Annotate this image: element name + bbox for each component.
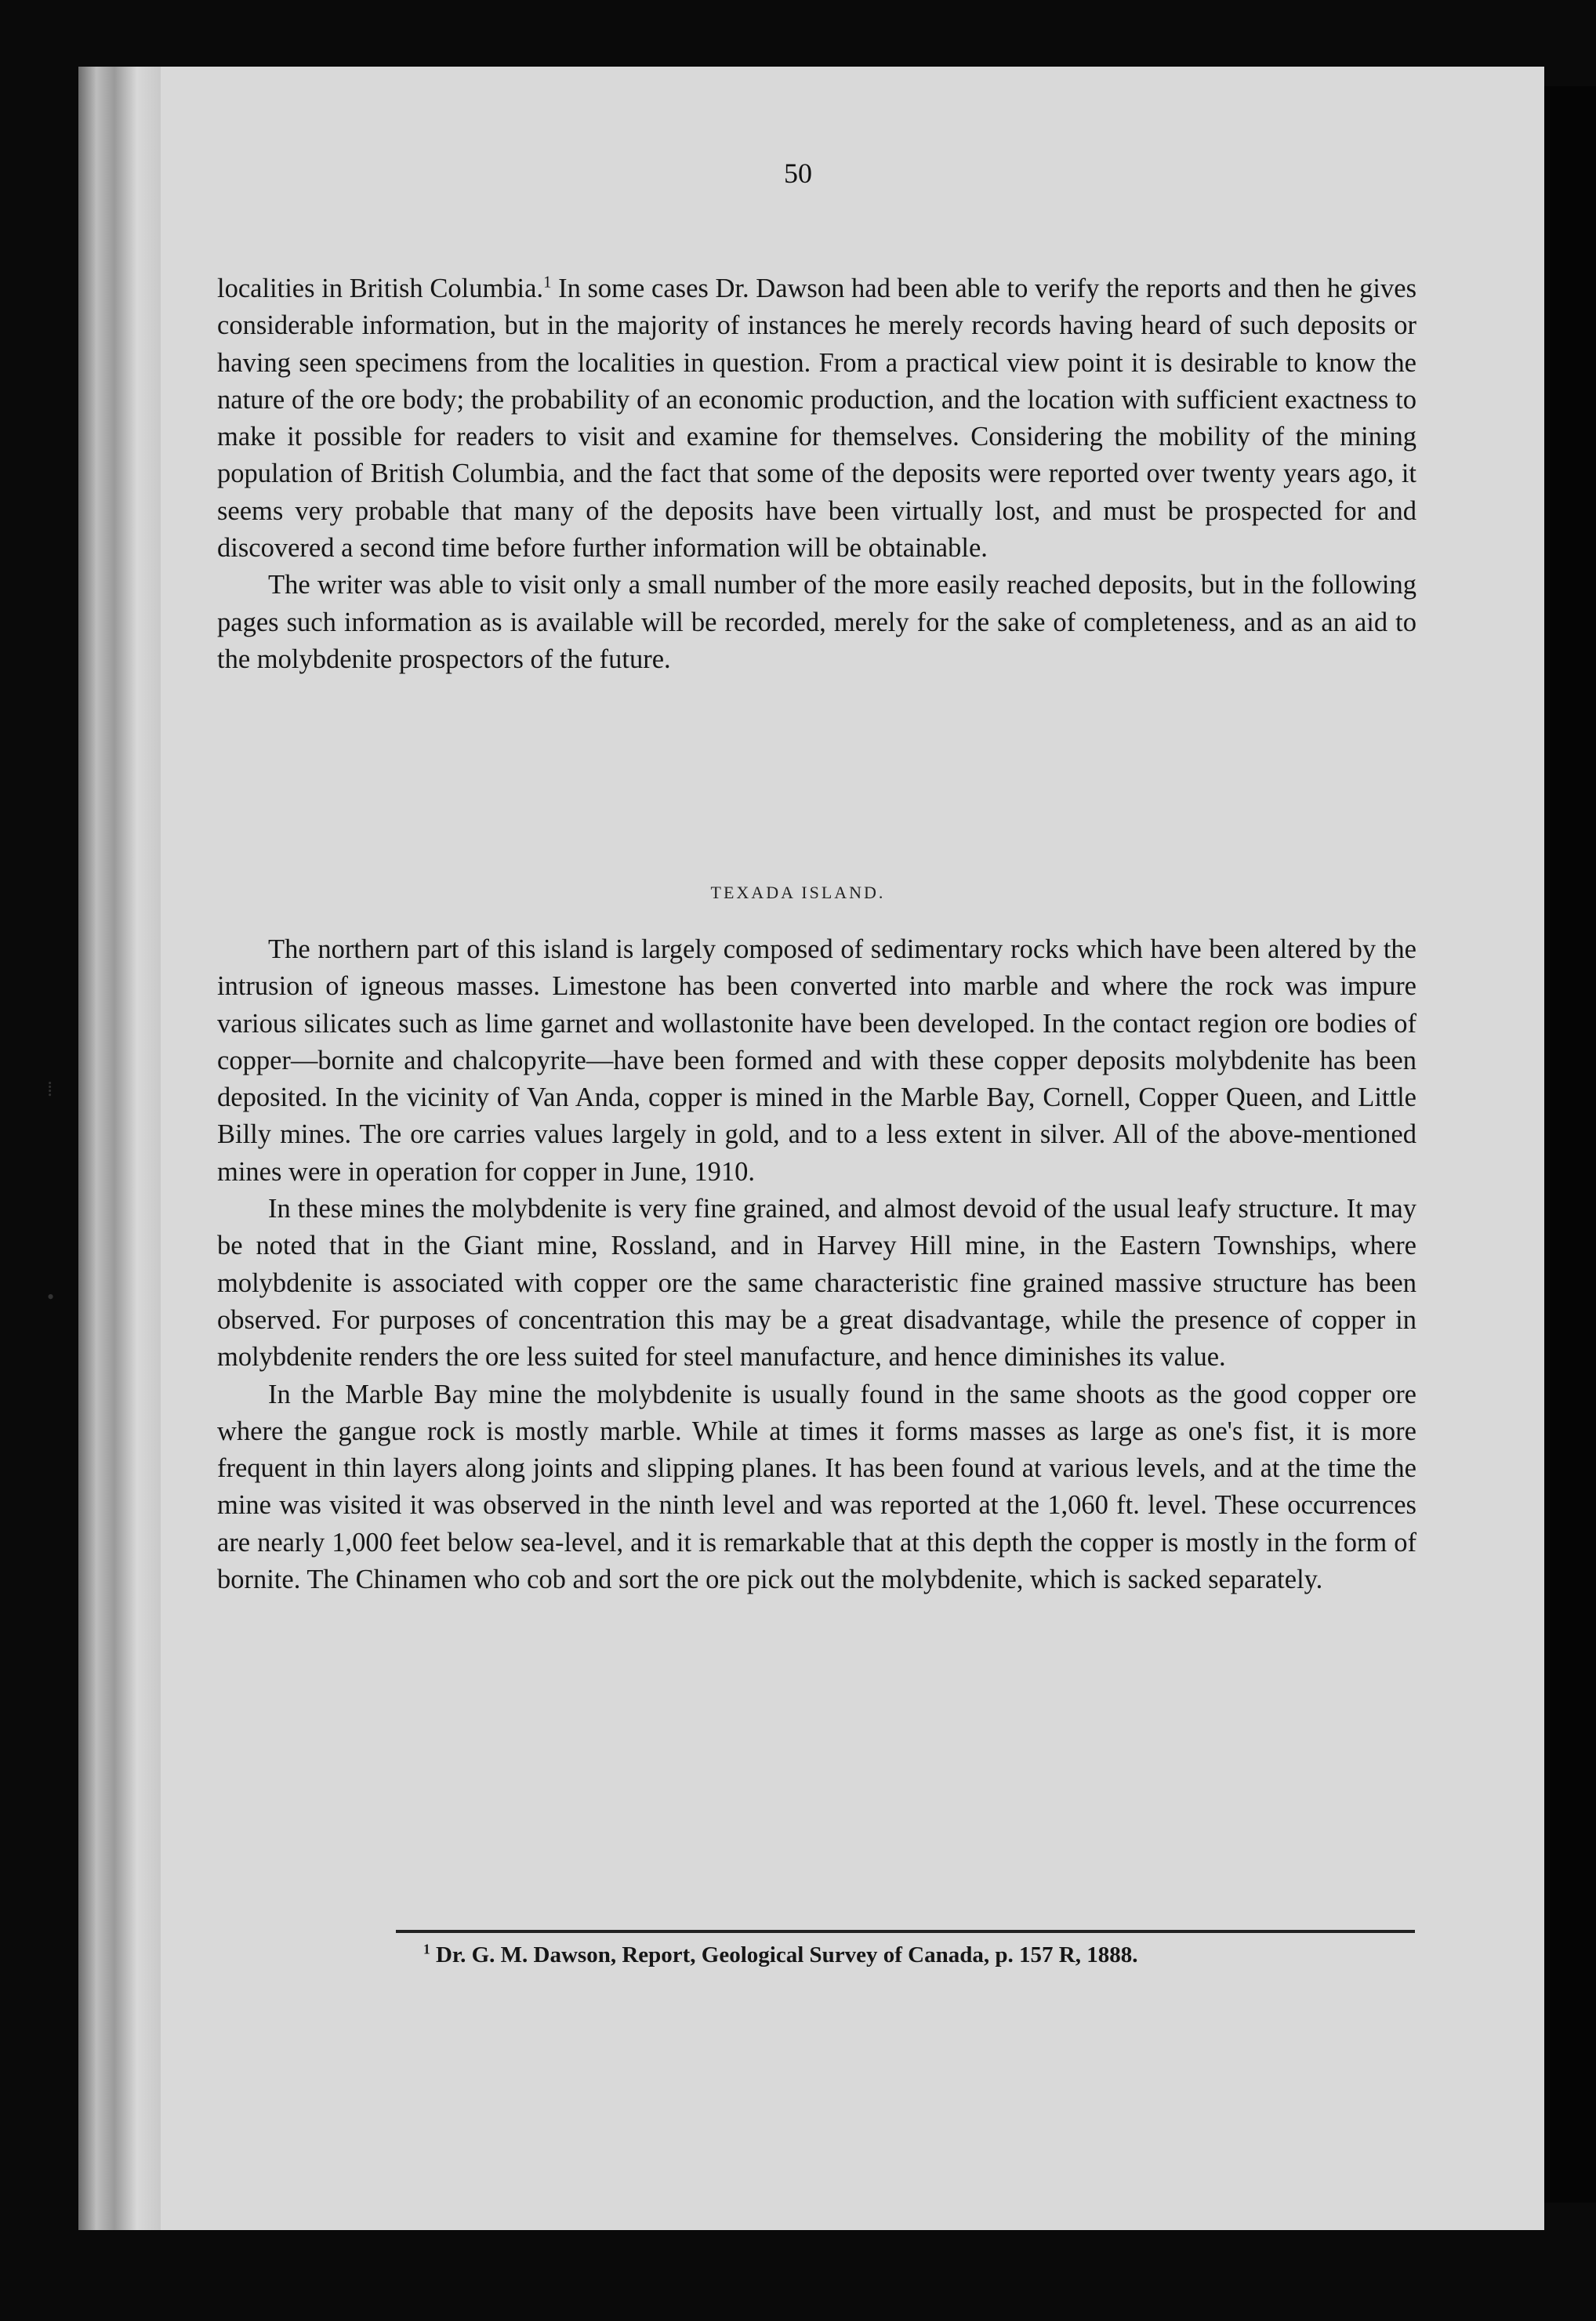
paragraph-3: The northern part of this island is largely composed of sedimentary rocks which have been altered by the intrusion of igneous masses. Limestone has been converted into marble and where the rock was impure various silicates such as lime garnet and wollastonite have been developed. In the contact region ore bodies of copper—bornite and chalcopyrite—have been formed and with these copper deposits molybdenite has been deposited. In the vicinity of Van Anda, copper is mined in the Marble Bay, Cornell, Copper Queen, and Little Billy mines. The ore carries values largely in gold, and to a less extent in silver. All of the above-mentioned mines were in operation for copper in June, 1910.: [217, 934, 1416, 1187]
book-binding-edge: [78, 67, 169, 2230]
margin-speck-dot: •: [47, 1286, 55, 1308]
body-text-bottom: [217, 931, 1416, 1598]
footnote-marker: 1: [423, 1941, 430, 1957]
page-number: 50: [784, 158, 812, 189]
footnote: [423, 1942, 1137, 1968]
paragraph-1: [217, 270, 1416, 567]
margin-specks: ⁞: [47, 1078, 53, 1101]
paragraph-5: In the Marble Bay mine the molybdenite is usually found in the same shoots as the good copper ore where the gangue rock is mostly marble. While at times it forms masses as large as one's fist, it is more frequent in thin layers along joints and slipping planes. It has been found at various levels, and at the time the mine was visited it was observed in the ninth level and was reported at the 1,060 ft. level. These occurrences are nearly 1,000 feet below sea-level, and it is remarkable that at this depth the copper is mostly in the form of bornite. The Chinamen who cob and sort the ore pick out the molybdenite, which is sacked separately.: [217, 1379, 1416, 1595]
paragraph-2: The writer was able to visit only a small number of the more easily reached deposits, but in the following pages such information as is available will be recorded, merely for the sake of completeness, and as an aid to the molybdenite prospectors of the future.: [217, 570, 1416, 674]
adjacent-page-edge: [1544, 86, 1596, 2203]
paragraph-1-start: localities in British Columbia.: [217, 274, 544, 303]
footnote-ref: 1: [543, 274, 552, 292]
footnote-rule: [396, 1930, 1415, 1933]
footnote-text: Dr. G. M. Dawson, Report, Geological Survey of Canada, p. 157 R, 1888.: [430, 1942, 1138, 1967]
section-heading: TEXADA ISLAND.: [710, 883, 886, 902]
body-text-top: [217, 270, 1416, 678]
paragraph-4: In these mines the molybdenite is very fine grained, and almost devoid of the usual leafy structure. It may be noted that in the Giant mine, Rossland, and in Harvey Hill mine, in the Eastern Townships, where molybdenite is associated with copper ore the same characteristic fine grained massive structure has been observed. For purposes of concentration this may be a great disadvantage, while the presence of copper in molybdenite renders the ore less suited for steel manufacture, and hence diminishes its value.: [217, 1194, 1416, 1373]
paragraph-1-rest: In some cases Dr. Dawson had been able to verify the reports and then he gives considerable information, but in the majority of instances he merely records having heard of such deposits or having seen specimens from the localities in question. From a practical view point it is desirable to know the nature of the ore body; the probability of an economic production, and the location with sufficient exactness to make it possible for readers to visit and examine for themselves. Considering the mobility of the mining population of British Columbia, and the fact that some of the deposits were reported over twenty years ago, it seems very probable that many of the deposits have been virtually lost, and must be prospected for and discovered a second time before further information will be obtainable.: [217, 274, 1417, 564]
